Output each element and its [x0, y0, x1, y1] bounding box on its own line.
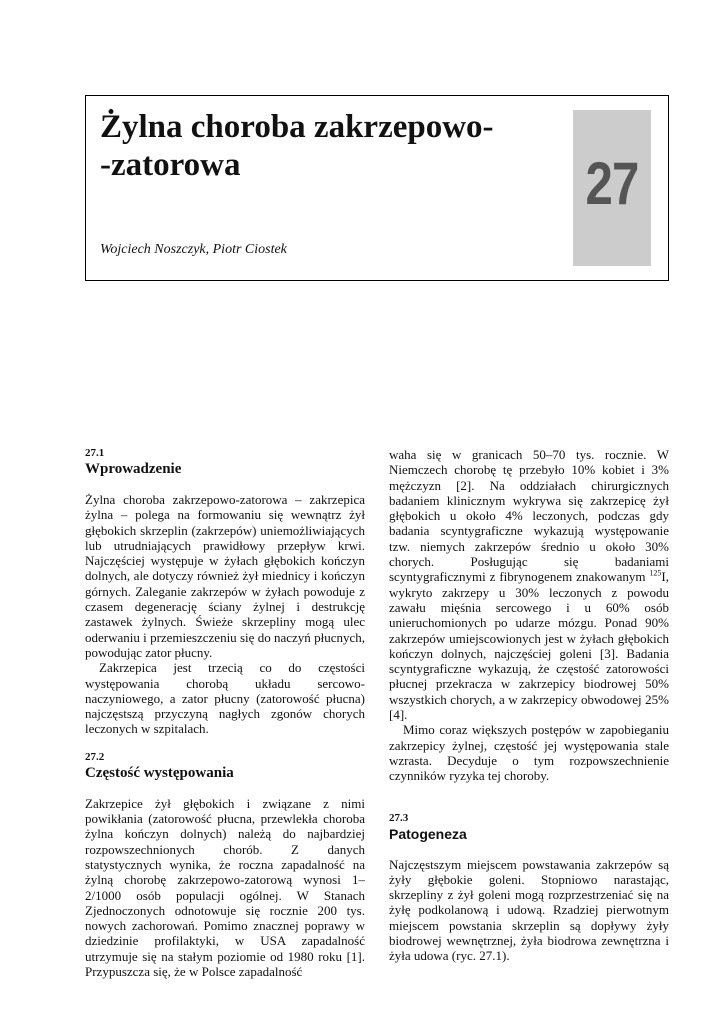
isotope-superscript: 125 — [649, 569, 662, 579]
left-column — [85, 447, 365, 979]
chapter-title-line-2: -zatorowa — [100, 147, 241, 183]
chapter-title-line-1: Żylna choroba zakrzepowo- — [100, 109, 494, 145]
paragraph-text: waha się w granicach 50–70 tys. rocznie. W Niemczech chorobę tę przebyło 10% kobiet i 3% mężczyzn [2]. Na oddziałach chirurgicznych badaniem klinicznym wykrywa się zakrzepicę żył głębokich u około 4% leczonych, podczas gdy badania scyntygraficzne wykazują występowanie tzw. niemych zakrzepów średnio u około 30% chorych. Posługując się badaniami scyntygraficznymi z fibrynogenem znakowanym — [389, 447, 669, 585]
paragraph: Zakrzepice żył głębokich i związane z nimi powikłania (zatorowość płucna, przewlekła choroba żylna kończyn dolnych) należą do najbardziej rozpowszechnionych chorób. Z danych statystycznych wynika, że roczna zapadalność na żylną chorobę zakrzepowo-zatorową wynosi 1–2/1000 osób populacji ogólnej. W Stanach Zjednoczonych odnotowuje się rocznie 200 tys. nowych zachorowań. Pomimo znacznej poprawy w dziedzinie profilaktyki, w USA zapadalność utrzymuje się na stałym poziomie od 1980 roku [1]. Przypuszcza się, że w Polsce zapadalność — [85, 795, 365, 980]
chapter-number-badge — [573, 110, 651, 266]
paragraph-continued — [389, 447, 669, 722]
chapter-title — [100, 108, 570, 184]
chapter-number: 27 — [585, 150, 639, 217]
section-title: Częstość występowania — [85, 764, 234, 781]
paragraph-text: I, wykryto zakrzepy u 30% leczonych z powodu zawału mięśnia sercowego i u 60% osób unieruchomionych po udarze mózgu. Ponad 90% zakrzepów umiejscowionych jest w żyłach głębokich kończyn dolnych, najczęściej goleni [3]. Badania scyntygraficzne wykazują, że częstość zatorowości płucnej przekracza w zakrzepicy biodrowej 50% wszystkich chorych, a w zakrzepicy obwodowej 25% [4]. — [389, 569, 670, 723]
section-number: 27.1 — [85, 447, 105, 459]
chapter-authors: Wojciech Noszczyk, Piotr Ciostek — [100, 242, 287, 257]
paragraph: Najczęstszym miejscem powstawania zakrzepów są żyły głębokie goleni. Stopniowo narastając, skrzepliny z żył goleni mogą rozprzestrzeniać się na żyłę podkolanową i udową. Rzadziej pierwotnym miejscem powstania skrzeplin są dopływy żyły biodrowej wewnętrznej, żyła biodrowa zewnętrzna i żyła udowa (ryc. 27.1). — [389, 856, 669, 964]
section-title: Wprowadzenie — [85, 461, 182, 477]
section-title: Patogeneza — [389, 825, 467, 842]
right-column — [389, 447, 669, 964]
section-number: 27.2 — [85, 750, 105, 763]
section-number: 27.3 — [389, 811, 409, 824]
paragraph: Żylna choroba zakrzepowo-zatorowa – zakrzepica żylna – polega na formowaniu się wewnątrz żył głębokich skrzeplin (zakrzepów) uniemożliwiających lub utrudniających prawidłowy przepływ krwi. Najczęściej występuje w żyłach głębokich kończyn dolnych, ale dotyczy również żył miednicy i kończyn górnych. Zaleganie zakrzepów w żyłach powoduje z czasem degenerację ściany żylnej i destrukcję zastawek żylnych. Świeże skrzepliny mogą ulec oderwaniu i przemieszczeniu się do naczyń płucnych, powodując zator płucny. — [85, 492, 365, 660]
paragraph: Zakrzepica jest trzecią co do częstości występowania chorobą układu sercowo-naczyniowego, a zator płucny (zatorowość płucna) najczęstszą przyczyną nagłych zgonów chorych leczonych w szpitalach. — [85, 660, 365, 737]
chapter-header — [85, 95, 669, 281]
paragraph: Mimo coraz większych postępów w zapobieganiu zakrzepicy żylnej, częstość jej występowania stale wzrasta. Decyduje o tym rozpowszechnienie czynników ryzyka tej choroby. — [389, 722, 669, 784]
